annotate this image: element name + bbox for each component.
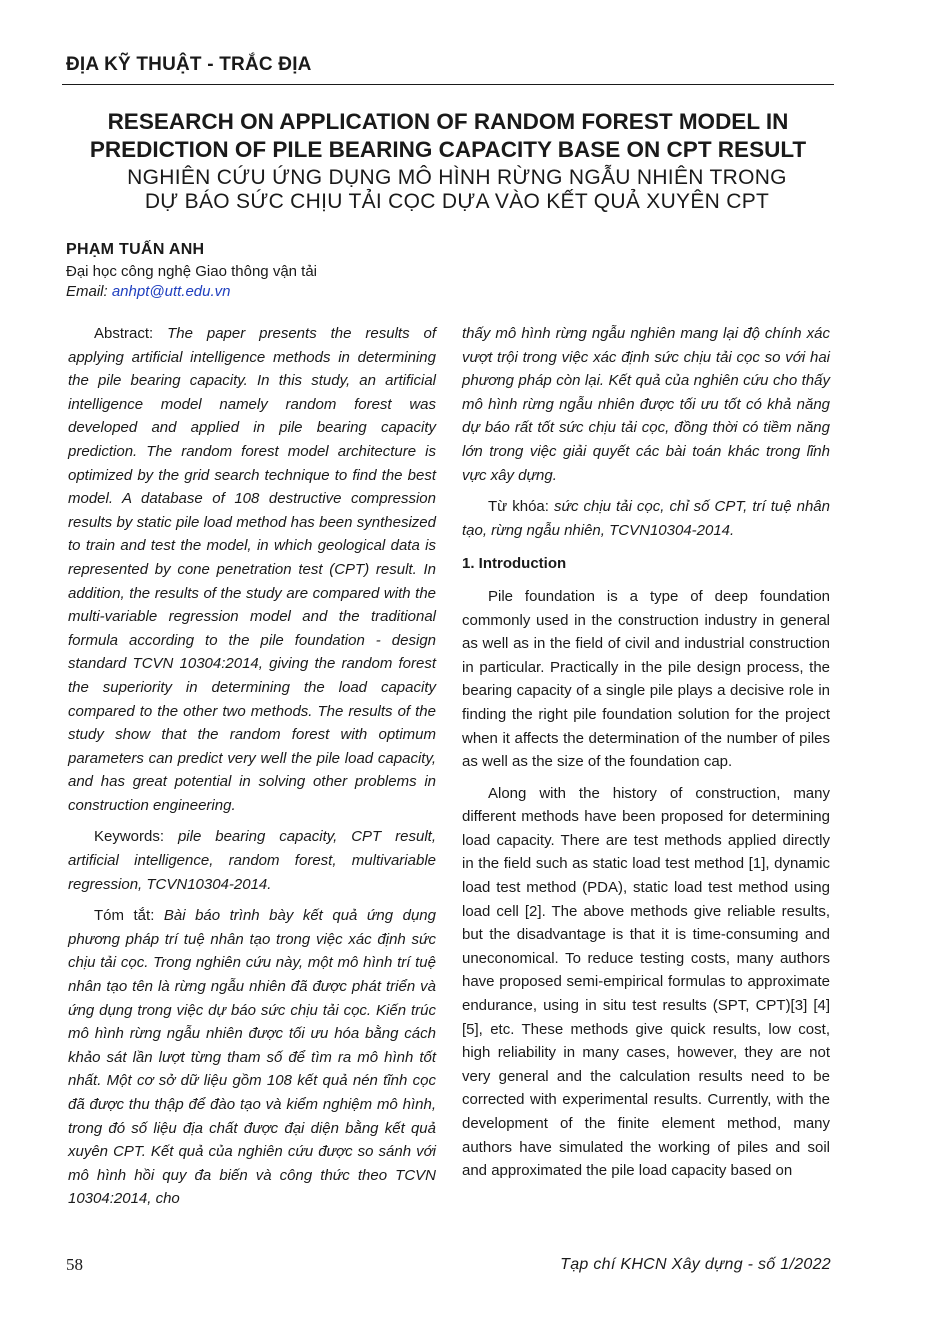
introduction-paragraph-1: Pile foundation is a type of deep foundation commonly used in the construction industry in general as well as in the field of civil and industrial construction in particular. Practically in the pile design process, the bearing capacity of a single pile plays a decisive role in finding the right pile foundation solution for the project when it affects the determination of the number of piles as well as the size of the foundation cap. <box>462 587 830 771</box>
tom-tat-label: Tóm tắt: <box>94 907 164 925</box>
title-vietnamese: NGHIÊN CỨU ỨNG DỤNG MÔ HÌNH RỪNG NGẪU NHIÊN TRONG DỰ BÁO SỨC CHỊU TẢI CỌC DỰA VÀO KẾT QUẢ XUYÊN CPT <box>127 166 787 213</box>
tu-khoa-paragraph <box>462 495 830 542</box>
section-label: ĐỊA KỸ THUẬT - TRẮC ĐỊA <box>66 54 312 75</box>
left-column <box>68 322 436 1211</box>
tom-tat-continuation: thấy mô hình rừng ngẫu nghiên mang lại độ chính xác vượt trội trong việc xác định sức chịu tải cọc so với hai phương pháp còn lại. Kết quả của nghiên cứu cho thấy mô hình rừng ngẫu nhiên được tối ưu tốt có khả năng dự báo rất tốt sức chịu tải cọc, đồng thời có tiềm năng lớn trong việc giải quyết các bài toán khác trong lĩnh vực xây dựng. <box>462 325 830 484</box>
right-column <box>462 322 830 1183</box>
header-divider <box>62 84 834 85</box>
keywords-text: pile bearing capacity, CPT result, artificial intelligence, random forest, multivariable regression, TCVN10304-2014. <box>68 828 436 893</box>
title-english: RESEARCH ON APPLICATION OF RANDOM FOREST MODEL IN PREDICTION OF PILE BEARING CAPACITY BASE ON CPT RESULT <box>89 109 807 162</box>
keywords-paragraph <box>68 825 436 896</box>
author-affiliation: Đại học công nghệ Giao thông vận tải <box>66 263 318 280</box>
author-name: PHẠM TUẤN ANH <box>66 241 205 258</box>
abstract-paragraph <box>68 322 436 817</box>
introduction-heading: 1. Introduction <box>462 555 567 573</box>
page-number: 58 <box>66 1255 83 1274</box>
tom-tat-text-part1: Bài báo trình bày kết quả ứng dụng phương pháp trí tuệ nhân tạo trong việc xác định sức chịu tải cọc. Trong nghiên cứu này, một mô hình trí tuệ nhân tạo tên là rừng ngẫu nhiên đã được phát triển và ứng dụng trong việc dự báo sức chịu tải cọc. Kiến trúc mô hình rừng ngẫu nhiên được tối ưu hóa bằng cách khảo sát lần lượt từng tham số để tìm ra mô hình tốt nhất. Một cơ sở dữ liệu gồm 108 kết quả nén tĩnh cọc đã được thu thập để đào tạo và kiểm nghiệm mô hình, trong đó số liệu địa chất được đại diện bằng kết quả xuyên CPT. Kết quả của nghiên cứu được so sánh với mô hình hồi quy đa biến và công thức theo TCVN 10304:2014, cho <box>68 907 436 1208</box>
keywords-label: Keywords: <box>94 828 178 846</box>
email-link[interactable]: anhpt@utt.edu.vn <box>111 283 231 300</box>
tom-tat-paragraph <box>68 904 436 1211</box>
introduction-paragraph-2: Along with the history of construction, many different methods have been proposed for determining load capacity. There are test methods applied directly in the field such as static load test method [1], dynamic load test method (PDA), static load test method using load cell [2]. The above methods give reliable results, but the disadvantage is that it is time-consuming and uneconomical. To reduce testing costs, many authors have proposed semi-empirical formulas to approximate endurance, using in situ test results (SPT, CPT)[3] [4] [5], etc. These methods give quick results, low cost, high reliability in many cases, however, they are not very general and the calculation results need to be corrected with experimental results. Currently, with the development of the finite element method, many authors have simulated the working of piles and soil and approximated the pile load capacity based on <box>462 784 830 1180</box>
abstract-label: Abstract: <box>94 325 168 342</box>
abstract-text: The paper presents the results of applying artificial intelligence methods in determining the pile bearing capacity. In this study, an artificial intelligence model namely random forest was developed and applied in pile bearing capacity prediction. The random forest model architecture is optimized by the grid search technique to find the best model. A database of 108 destructive compression results by static pile load method has been synthesized to train and test the model, in which geological data is represented by cone penetration test (CPT) result. In addition, the results of the study are compared with the multi-variable regression model and the traditional formula according to the pile foundation - design standard TCVN 10304:2014, giving the random forest the superiority in determining the load capacity compared to the other two methods. The results of the study show that the random forest with optimum parameters can predict very well the pile load capacity, and has great potential in solving other problems in construction engineering. <box>68 325 436 814</box>
journal-name: Tạp chí KHCN Xây dựng - số 1/2022 <box>560 1256 831 1273</box>
author-email-line <box>66 283 231 300</box>
email-label: Email: <box>66 283 112 300</box>
tu-khoa-label: Từ khóa: <box>488 498 554 516</box>
tu-khoa-text: sức chịu tải cọc, chỉ số CPT, trí tuệ nhân tạo, rừng ngẫu nhiên, TCVN10304-2014. <box>462 498 830 539</box>
